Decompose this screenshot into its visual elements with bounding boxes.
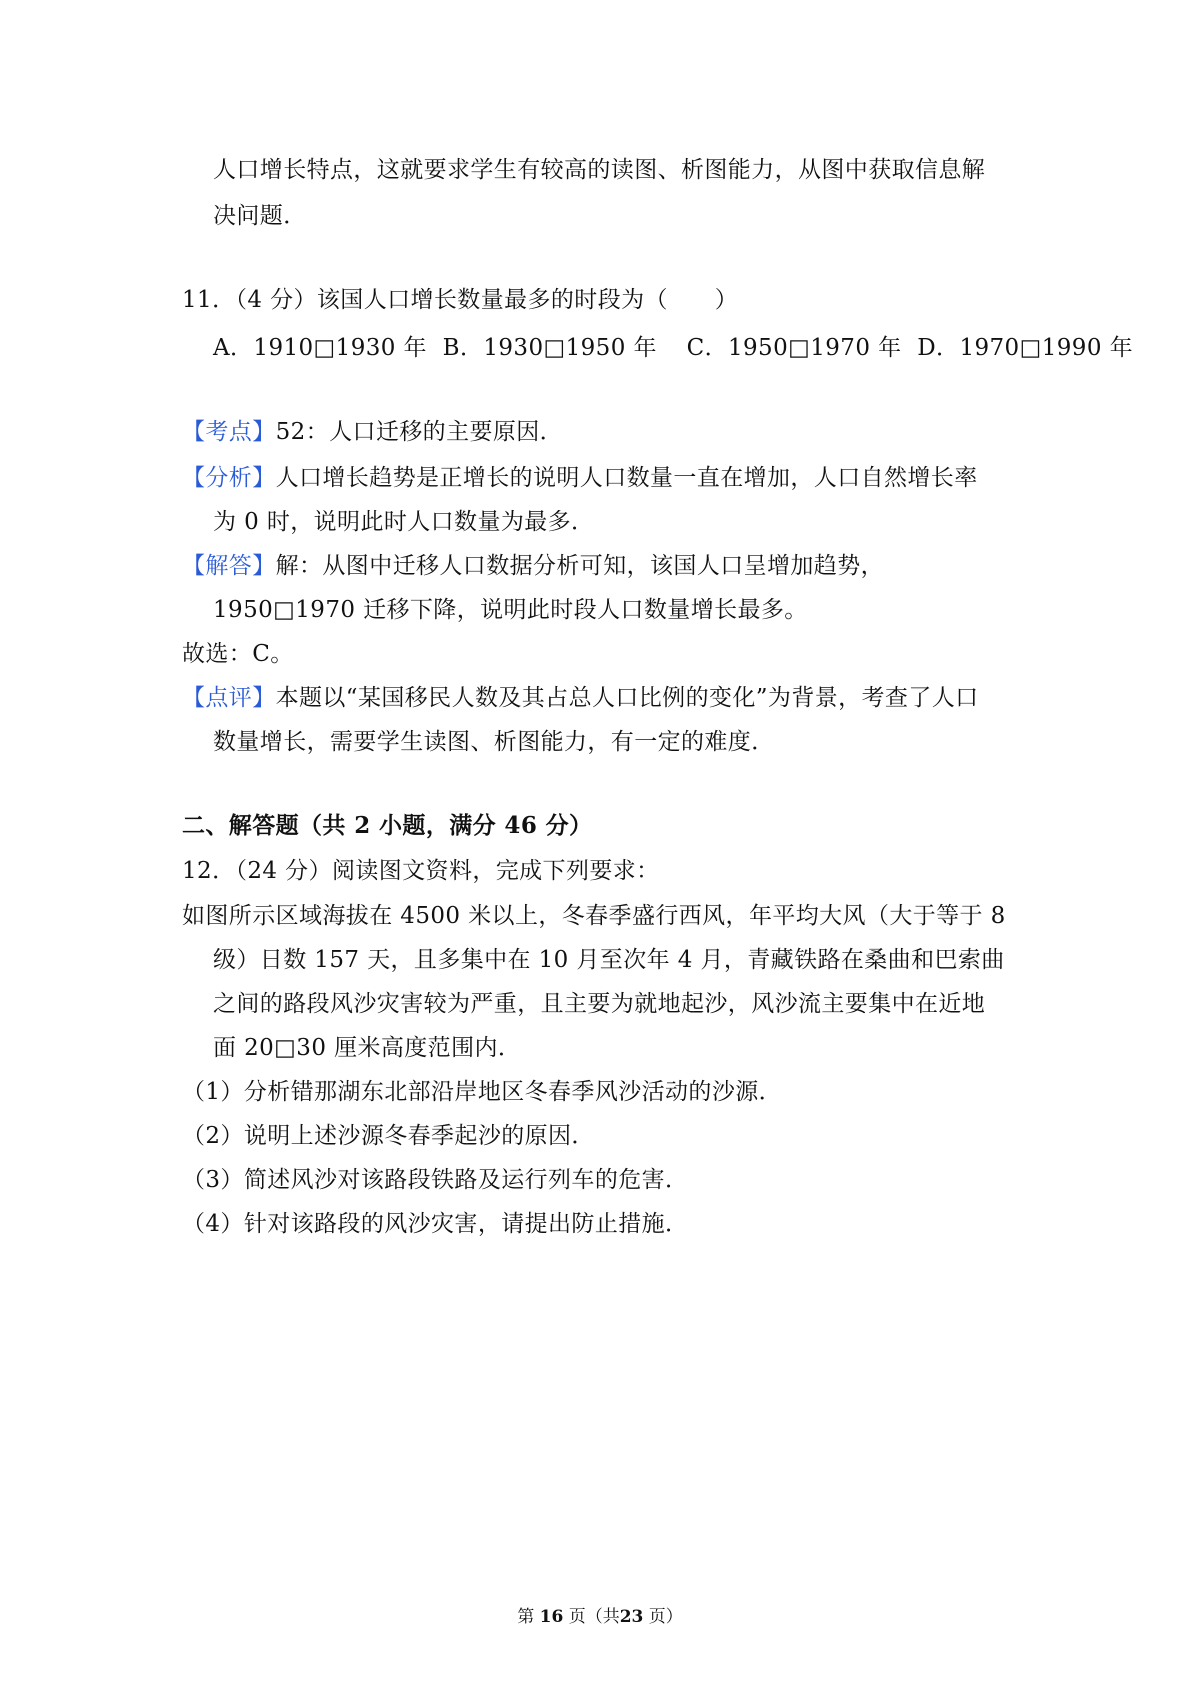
footer-middle: 页（共 bbox=[568, 1607, 620, 1627]
q12-material-line-3: 之间的路段风沙灾害较为严重，且主要为就地起沙，风沙流主要集中在近地 bbox=[213, 991, 986, 1017]
q11-option-c: C．1950□1970 年 bbox=[686, 335, 902, 361]
q12-sub-3: （3）简述风沙对该路段铁路及运行列车的危害． bbox=[182, 1167, 689, 1193]
fenxi-text-1: 人口增长趋势是正增长的说明人口数量一直在增加，人口自然增长率 bbox=[275, 465, 978, 491]
q11-option-d: D．1970□1990 年 bbox=[917, 335, 1133, 361]
kaodian-tag: 【考点】 bbox=[182, 419, 276, 445]
q11-fenxi-line-2: 为 0 时，说明此时人口数量为最多． bbox=[213, 509, 595, 535]
q12-sub-4: （4）针对该路段的风沙灾害，请提出防止措施． bbox=[182, 1211, 689, 1237]
prev-analysis-line-2: 决问题． bbox=[213, 203, 307, 229]
section-2-heading: 二、解答题（共 2 小题，满分 46 分） bbox=[182, 812, 593, 839]
prev-analysis-line-1: 人口增长特点，这就要求学生有较高的读图、析图能力，从图中获取信息解 bbox=[213, 157, 986, 183]
q11-option-a: A．1910□1930 年 bbox=[213, 335, 427, 361]
q11-kaodian bbox=[182, 416, 563, 448]
footer-total-pages: 23 bbox=[619, 1607, 644, 1627]
q11-answer: 故选：C。 bbox=[182, 641, 294, 667]
page-footer bbox=[0, 1605, 1200, 1629]
q11-fenxi-line-1 bbox=[182, 462, 978, 494]
q11-stem: 11．（4 分）该国人口增长数量最多的时段为（ ） bbox=[182, 287, 739, 313]
dianping-text-1: 本题以“某国移民人数及其占总人口比例的变化”为背景，考查了人口 bbox=[275, 685, 979, 711]
q12-material-line-1: 如图所示区域海拔在 4500 米以上，冬春季盛行西风，年平均大风（大于等于 8 bbox=[182, 903, 1006, 929]
fenxi-tag: 【分析】 bbox=[182, 465, 276, 491]
q12-material-line-2: 级）日数 157 天，且多集中在 10 月至次年 4 月，青藏铁路在桑曲和巴索曲 bbox=[213, 947, 1005, 973]
jieda-tag: 【解答】 bbox=[182, 553, 276, 579]
q12-stem: 12．（24 分）阅读图文资料，完成下列要求： bbox=[182, 858, 660, 884]
footer-prefix: 第 bbox=[517, 1607, 535, 1627]
footer-page-number: 16 bbox=[539, 1607, 564, 1627]
q12-material-line-4: 面 20□30 厘米高度范围内． bbox=[213, 1035, 522, 1061]
jieda-text-1: 解：从图中迁移人口数据分析可知，该国人口呈增加趋势， bbox=[275, 553, 885, 579]
q12-sub-2: （2）说明上述沙源冬春季起沙的原因． bbox=[182, 1123, 595, 1149]
q11-dianping-line-2: 数量增长，需要学生读图、析图能力，有一定的难度． bbox=[213, 729, 775, 755]
q11-dianping-line-1 bbox=[182, 682, 979, 714]
kaodian-text: 52：人口迁移的主要原因． bbox=[275, 419, 564, 445]
q11-option-b: B．1930□1950 年 bbox=[442, 335, 657, 361]
q11-jieda-line-1 bbox=[182, 550, 884, 582]
q11-options bbox=[213, 332, 1133, 364]
footer-suffix: 页） bbox=[648, 1607, 683, 1627]
dianping-tag: 【点评】 bbox=[182, 685, 276, 711]
q11-jieda-line-2: 1950□1970 迁移下降，说明此时段人口数量增长最多。 bbox=[213, 597, 808, 623]
q12-sub-1: （1）分析错那湖东北部沿岸地区冬春季风沙活动的沙源． bbox=[182, 1079, 783, 1105]
